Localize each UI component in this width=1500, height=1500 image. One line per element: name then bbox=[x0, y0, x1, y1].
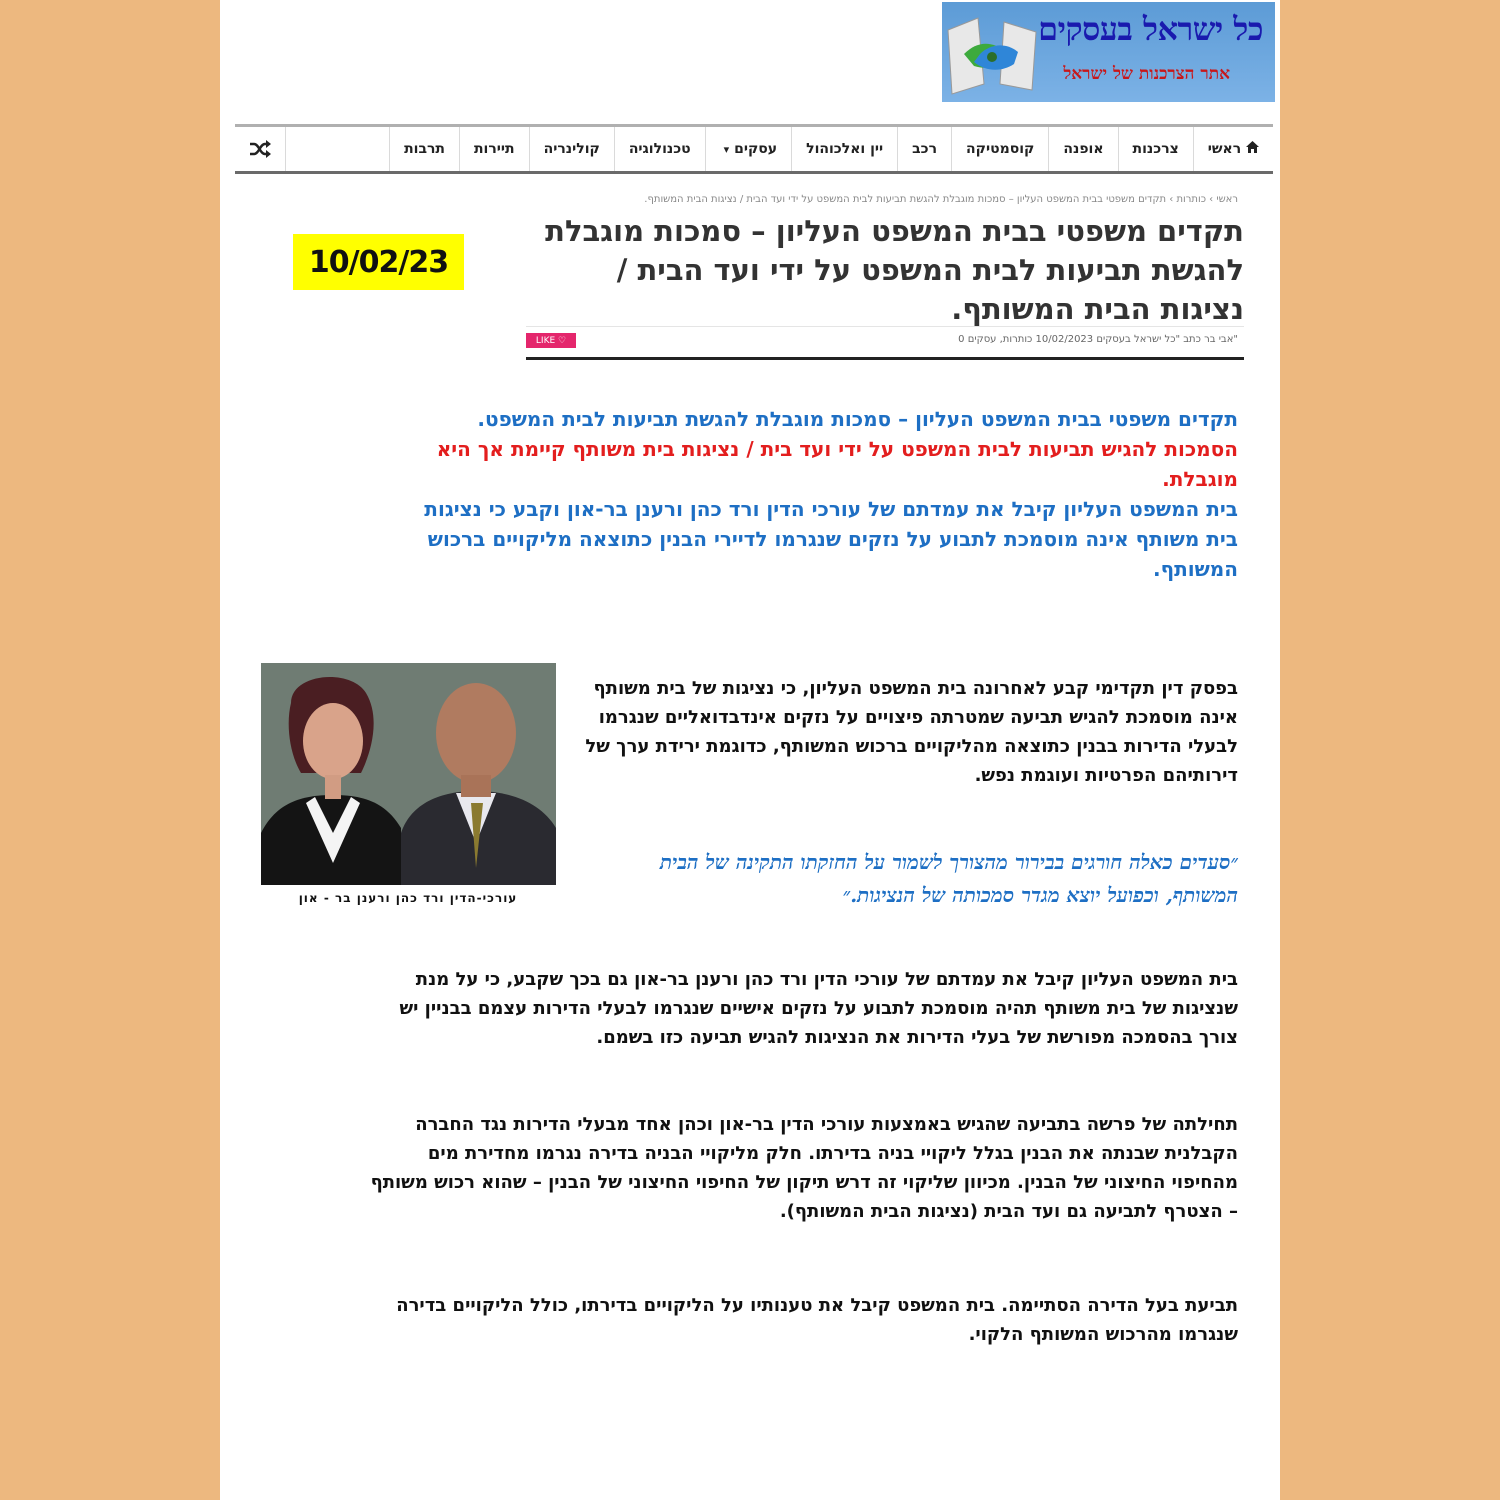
handshake-icon bbox=[944, 10, 1039, 98]
nav-item-label: תרבות bbox=[404, 141, 445, 157]
intro-headline: תקדים משפטי בבית המשפט העליון – סמכות מוגבלת להגשת תביעות לבית המשפט. bbox=[477, 407, 1238, 431]
paragraph-4: תביעת בעל הדירה הסתיימה. בית המשפט קיבל את טענותיו על הליקויים בדירתו, כולל הליקויים בדירה שנגרמו מהרכוש המשותף הלקוי. bbox=[396, 1295, 1238, 1345]
article-meta bbox=[526, 326, 1244, 360]
intro-highlight: הסמכות להגיש תביעות לבית המשפט על ידי ועד בית / נציגות בית משותף קיימת אך היא מוגבלת. bbox=[436, 437, 1238, 491]
breadcrumb[interactable]: ראשי › כותרות › תקדים משפטי בבית המשפט העליון – סמכות מוגבלת להגשת תביעות לבית המשפט על ידי ועד הבית / נציגות הבית המשותף. bbox=[644, 194, 1238, 205]
nav-item-fashion[interactable] bbox=[1048, 127, 1117, 171]
nav-item-label: ראשי bbox=[1207, 141, 1242, 157]
nav-item-culture[interactable] bbox=[389, 127, 459, 171]
nav-item-label: רכב bbox=[912, 141, 938, 157]
nav-item-label: יין ואלכוהול bbox=[806, 141, 884, 157]
paragraph-2: בית המשפט העליון קיבל את עמדתם של עורכי הדין ורד כהן ורענן בר-און גם בכך שקבע, כי על מנת שנציגות של בית משותף תהיה מוסמכת לתבוע על נזקים אישיים שנגרמו לבעלי הדירות עצמם בבניין יש צורך בהסמכה מפורשת של בעלי הדירות את הנציגות להגיש תביעה כזו בשמם. bbox=[399, 969, 1238, 1048]
site-logo[interactable] bbox=[942, 2, 1275, 102]
logo-subtitle: אתר הצרכנות של ישראל bbox=[1063, 64, 1230, 84]
nav-item-cars[interactable] bbox=[897, 127, 951, 171]
nav-item-label: צרכנות bbox=[1132, 141, 1179, 157]
nav-item-wine[interactable] bbox=[791, 127, 897, 171]
home-icon bbox=[1246, 141, 1259, 157]
date-badge: 10/02/23 bbox=[293, 234, 464, 290]
paragraph-1: בפסק דין תקדימי קבע לאחרונה בית המשפט העליון, כי נציגות של בית משותף אינה מוסמכת להגיש תביעה שמטרתה פיצויים על נזקים אינדבדואליים שנגרמו לבעלי הדירות בבנין כתוצאה מהליקויים ברכוש המשותף, כדוגמת ירידת ערך של דירותיהם הפרטיות ועוגמת נפש. bbox=[585, 678, 1238, 786]
shuffle-button[interactable] bbox=[235, 127, 286, 171]
nav-item-label: קולינריה bbox=[543, 141, 600, 157]
article-title: תקדים משפטי בבית המשפט העליון – סמכות מוגבלת להגשת תביעות לבית המשפט על ידי ועד הבית / נציגות הבית המשותף. bbox=[545, 214, 1244, 326]
nav-item-business[interactable] bbox=[705, 127, 791, 171]
nav-item-label: קוסמטיקה bbox=[966, 141, 1035, 157]
like-button[interactable]: LIKE ♡ bbox=[526, 333, 576, 348]
shuffle-icon bbox=[249, 140, 271, 158]
nav-item-consumer[interactable] bbox=[1118, 127, 1193, 171]
logo-title: כל ישראל בעסקים bbox=[1038, 10, 1263, 48]
nav-item-label: אופנה bbox=[1063, 141, 1104, 157]
pull-quote: ״סעדים כאלה חורגים בבירור מהצורך לשמור על החזקתו התקינה של הבית המשותף, וכפועל יוצא מגדר סמכותה של הנציגות.״ bbox=[659, 850, 1238, 907]
page bbox=[220, 0, 1280, 1500]
meta-text: "אבי בר כתב "כל ישראל בעסקים 10/02/2023 כותרות, עסקים 0 bbox=[958, 334, 1238, 345]
intro-summary: בית המשפט העליון קיבל את עמדתם של עורכי הדין ורד כהן ורענן בר-און וקבע כי נציגות בית משותף אינה מוסמכת לתבוע על נזקים שנגרמו לדיירי הבנין כתוצאה מליקויים ברכוש המשותף. bbox=[424, 497, 1238, 581]
nav-item-cosmetics[interactable] bbox=[951, 127, 1048, 171]
nav-item-home[interactable] bbox=[1193, 127, 1273, 171]
photo-caption: עורכי-הדין ורד כהן ורענן בר - און bbox=[298, 891, 518, 905]
nav-item-label: טכנולוגיה bbox=[628, 141, 691, 157]
lawyers-photo bbox=[261, 663, 556, 885]
article-intro bbox=[408, 404, 1238, 584]
nav-item-label: עסקים bbox=[734, 141, 778, 157]
nav-item-tourism[interactable] bbox=[459, 127, 529, 171]
main-nav bbox=[235, 124, 1273, 174]
nav-item-culinary[interactable] bbox=[529, 127, 614, 171]
nav-item-technology[interactable] bbox=[614, 127, 705, 171]
nav-item-label: תיירות bbox=[473, 141, 515, 157]
chevron-down-icon: ▾ bbox=[723, 142, 730, 156]
paragraph-3: תחילתה של פרשה בתביעה שהגיש באמצעות עורכי הדין בר-און וכהן אחד מבעלי הדירות נגד החברה הקבלנית שבנתה את הבנין בגלל ליקויי בניה בדירתו. חלק מליקויי הבניה בדירה נגרמו מחדירת מים מהחיפוי החיצוני של הבנין. מכיוון שליקוי זה דרש תיקון של החיפוי החיצוני של הבנין – שהוא רכוש משותף – הצטרף לתביעה גם ועד הבית (נציגות הבית המשותף). bbox=[370, 1114, 1238, 1222]
